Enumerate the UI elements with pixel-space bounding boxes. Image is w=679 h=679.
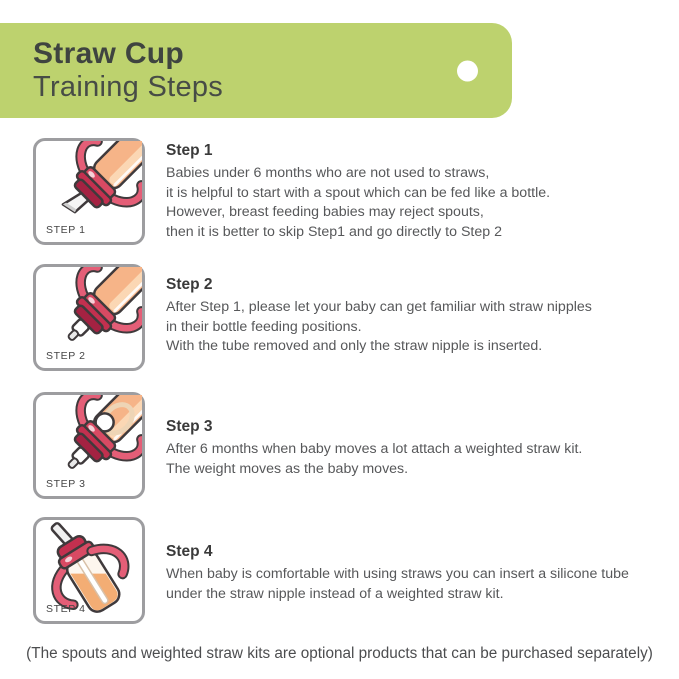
- step-1-text: [166, 142, 666, 242]
- step-1-line-2: it is helpful to start with a spout which can be fed like a bottle.: [166, 184, 551, 201]
- step-1-heading: Step 1: [166, 142, 213, 159]
- step-4-line-1: When baby is comfortable with using straws you can insert a silicone tube: [166, 566, 629, 582]
- footer-note: (The spouts and weighted straw kits are optional products that can be purchased separately): [26, 645, 653, 662]
- step-1-illustration-box: [33, 138, 145, 245]
- step-3-illustration-box: [33, 392, 145, 499]
- page-subtitle: Training Steps: [33, 71, 224, 103]
- step-4-text: [166, 543, 666, 604]
- step-4-label: STEP 4: [46, 603, 86, 615]
- step-2-label: STEP 2: [46, 350, 86, 362]
- step-3-line-2: The weight moves as the baby moves.: [166, 460, 409, 477]
- step-2-line-1: After Step 1, please let your baby can get familiar with straw nipples: [166, 299, 592, 315]
- step-2-text: [166, 276, 666, 357]
- step-3-label: STEP 3: [46, 478, 86, 490]
- step-2-line-2: in their bottle feeding positions.: [166, 318, 362, 335]
- step-2-heading: Step 2: [166, 276, 213, 293]
- step-4-line-2: under the straw nipple instead of a weighted straw kit.: [166, 585, 504, 602]
- step-1-line-4: then it is better to skip Step1 and go directly to Step 2: [166, 223, 502, 240]
- step-4-heading: Step 4: [166, 543, 213, 560]
- step-2-illustration-box: [33, 264, 145, 371]
- header-banner: [0, 23, 512, 118]
- step-3-text: [166, 418, 666, 479]
- header-dot-icon: [457, 60, 478, 81]
- step-1-label: STEP 1: [46, 224, 86, 236]
- step-2-line-3: With the tube removed and only the straw nipple is inserted.: [166, 338, 543, 354]
- step-1-line-3: However, breast feeding babies may reject spouts,: [166, 204, 484, 220]
- step-4-illustration-box: [33, 517, 145, 624]
- page-title: Straw Cup: [33, 37, 185, 70]
- step-3-line-1: After 6 months when baby moves a lot attach a weighted straw kit.: [166, 441, 583, 457]
- step-3-heading: Step 3: [166, 418, 213, 435]
- step-1-line-1: Babies under 6 months who are not used to straws,: [166, 165, 490, 181]
